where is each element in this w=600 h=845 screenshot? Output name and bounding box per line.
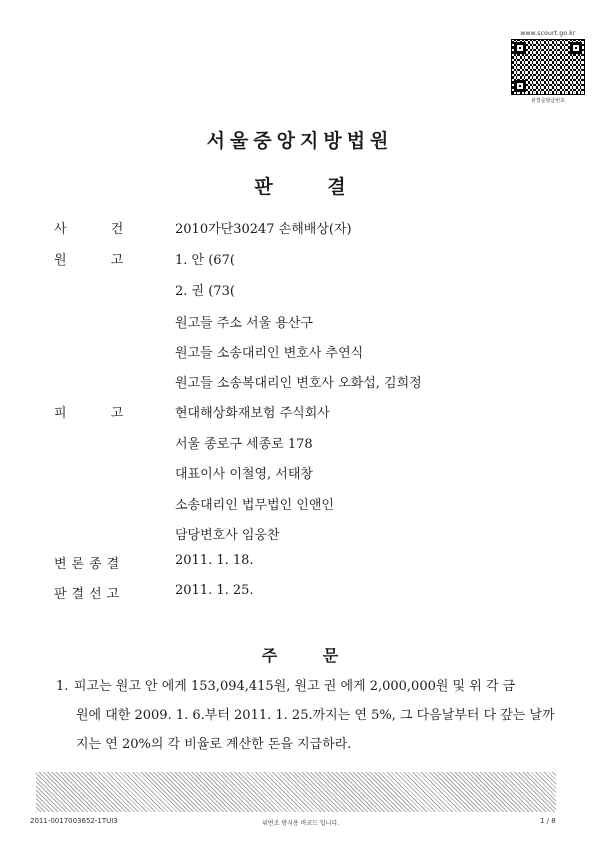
- order-line: 원에 대한 2009. 1. 6.부터 2011. 1. 25.까지는 연 5%, 그 다음날부터 다 갚는 날까: [76, 708, 555, 723]
- order-item: [56, 672, 556, 759]
- qr-caption: 판결문발급번호: [531, 98, 565, 104]
- defendant-line: 소송대리인 법무법인 인앤인: [175, 498, 334, 513]
- hearing-end-label: 변론종결: [54, 557, 125, 572]
- qr-url: www.scourt.go.kr: [520, 30, 576, 37]
- hearing-end-date: 2011. 1. 18.: [175, 553, 254, 568]
- order-number: 1.: [56, 679, 69, 694]
- page-number: 1 / 8: [540, 817, 556, 825]
- barcode-notice: 위변조 방지용 바코드 입니다.: [262, 820, 340, 827]
- order-text: 피고는 원고 안 에게 153,094,415원, 원고 권 에게 2,000,000원 및 위 각 금: [74, 679, 516, 694]
- plaintiff-line: 원고들 주소 서울 용산구: [175, 316, 313, 331]
- case-label: 사 건: [54, 222, 124, 237]
- order-section-title: 주 문: [261, 646, 339, 665]
- qr-finder-icon: [514, 80, 526, 92]
- plaintiff-line: 원고들 소송대리인 변호사 추연식: [175, 346, 364, 361]
- defendant-line: 담당변호사 임웅찬: [175, 528, 280, 543]
- anti-forgery-barcode: [36, 772, 556, 812]
- order-line: [56, 672, 556, 701]
- defendant-line: 서울 종로구 세종로 178: [175, 437, 313, 452]
- case-number: 2010가단30247 손해배상(자): [175, 222, 352, 237]
- qr-finder-icon: [570, 42, 582, 54]
- plaintiff-line: 원고들 소송복대리인 변호사 오화섭, 김희정: [175, 376, 422, 391]
- judgment-date-label: 판결선고: [54, 587, 125, 602]
- court-name: 서울중앙지방법원: [206, 130, 394, 152]
- qr-block: [508, 30, 588, 104]
- defendant-label: 피 고: [54, 406, 124, 421]
- order-line: 지는 연 20%의 각 비율로 계산한 돈을 지급하라.: [76, 737, 352, 752]
- plaintiff-line: 2. 권 (73(: [175, 284, 235, 299]
- defendant-line: 대표이사 이철영, 서태창: [175, 467, 313, 482]
- defendant-line: 현대해상화재보험 주식회사: [175, 406, 330, 421]
- document-title: 판 결: [254, 176, 346, 198]
- document-number: 2011-0017003652-1TUI3: [30, 817, 118, 825]
- plaintiff-label: 원 고: [54, 253, 124, 268]
- qr-code-icon: [511, 39, 585, 95]
- plaintiff-line: 1. 안 (67(: [175, 253, 235, 268]
- judgment-date: 2011. 1. 25.: [175, 583, 254, 598]
- qr-finder-icon: [514, 42, 526, 54]
